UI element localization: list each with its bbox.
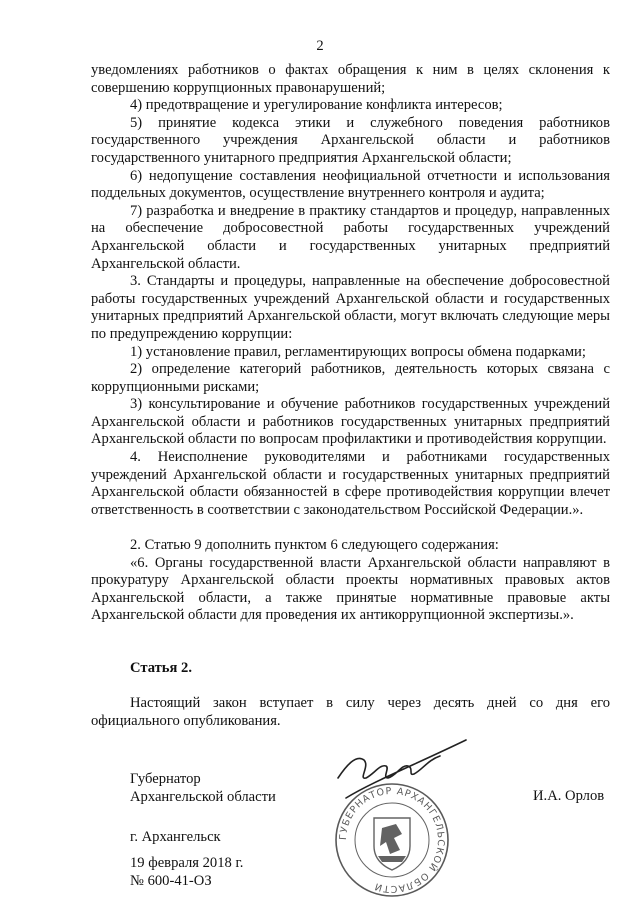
place: г. Архангельск — [130, 829, 221, 845]
signatory-title-line2: Архангельской области — [130, 789, 276, 805]
amendment-2-text: «6. Органы государственной власти Архангельской области направляют в прокуратуру Архангельской области проекты нормативных правовых актов Архангельской области, а также принятые нормативные правовые акты Архангельской области для проведения их антикоррупционной экспертизы.». — [91, 554, 610, 624]
place-and-date — [130, 828, 243, 890]
measure-2: 2) определение категорий работников, деятельность которых связана с коррупционными рисками; — [91, 361, 610, 395]
clause-3: 3. Стандарты и процедуры, направленные на обеспечение добросовестной работы государственных учреждений Архангельской области и государственных унитарных предприятий Архангельской области, могут включать следующие меры по предупреждению коррупции: — [91, 273, 610, 342]
page-number: 2 — [316, 38, 324, 54]
measure-3: 3) консультирование и обучение работников государственных учреждений Архангельской области и работников государственных унитарных предприятий Архангельской области по вопросам профилактики и противодействия коррупции. — [91, 396, 610, 448]
article-heading: Статья 2. — [130, 660, 192, 676]
law-number: № 600-41-ОЗ — [130, 873, 212, 889]
seal-ring-text: ГУБЕРНАТОР АРХАНГЕЛЬСКОЙ ОБЛАСТИ — [337, 785, 447, 895]
signatory-title-line1: Губернатор — [130, 771, 201, 787]
list-item-7: 7) разработка и внедрение в практику стандартов и процедур, направленных на обеспечение добросовестной работы государственных учреждений Архангельской области и государственных унитарных предприятий Архангельской области. — [91, 202, 610, 272]
date: 19 февраля 2018 г. — [130, 855, 244, 871]
clause-4: 4. Неисполнение руководителями и работниками государственных учреждений Архангельской области и государственных унитарных предприятий Архангельской области обязанностей в сфере противодействия коррупции влечет ответственность в соответствии с законодательством Российской Федерации.». — [91, 449, 610, 518]
document-body — [91, 62, 610, 730]
signatory-name: И.А. Орлов — [533, 788, 605, 804]
measure-1: 1) установление правил, регламентирующих вопросы обмена подарками; — [130, 343, 586, 360]
article-text: Настоящий закон вступает в силу через десять дней со дня его официального опубликования. — [91, 695, 610, 729]
list-item-6: 6) недопущение составления неофициальной отчетности и использования поддельных документов, осуществление внутреннего контроля и аудита; — [91, 167, 610, 202]
list-item-4: 4) предотвращение и урегулирование конфликта интересов; — [130, 97, 503, 114]
coat-of-arms-icon — [374, 818, 410, 870]
seal-and-signature — [316, 738, 468, 898]
amendment-2: 2. Статью 9 дополнить пунктом 6 следующего содержания: — [130, 537, 499, 554]
list-item-5: 5) принятие кодекса этики и служебного поведения работников государственного учреждения Архангельской области и работников государственного унитарного предприятия Архангельской области; — [91, 114, 610, 166]
paragraph-continuation: уведомлениях работников о фактах обращения к ним в целях склонения к совершению коррупционных правонарушений; — [91, 62, 610, 96]
signatory-title — [130, 770, 276, 806]
